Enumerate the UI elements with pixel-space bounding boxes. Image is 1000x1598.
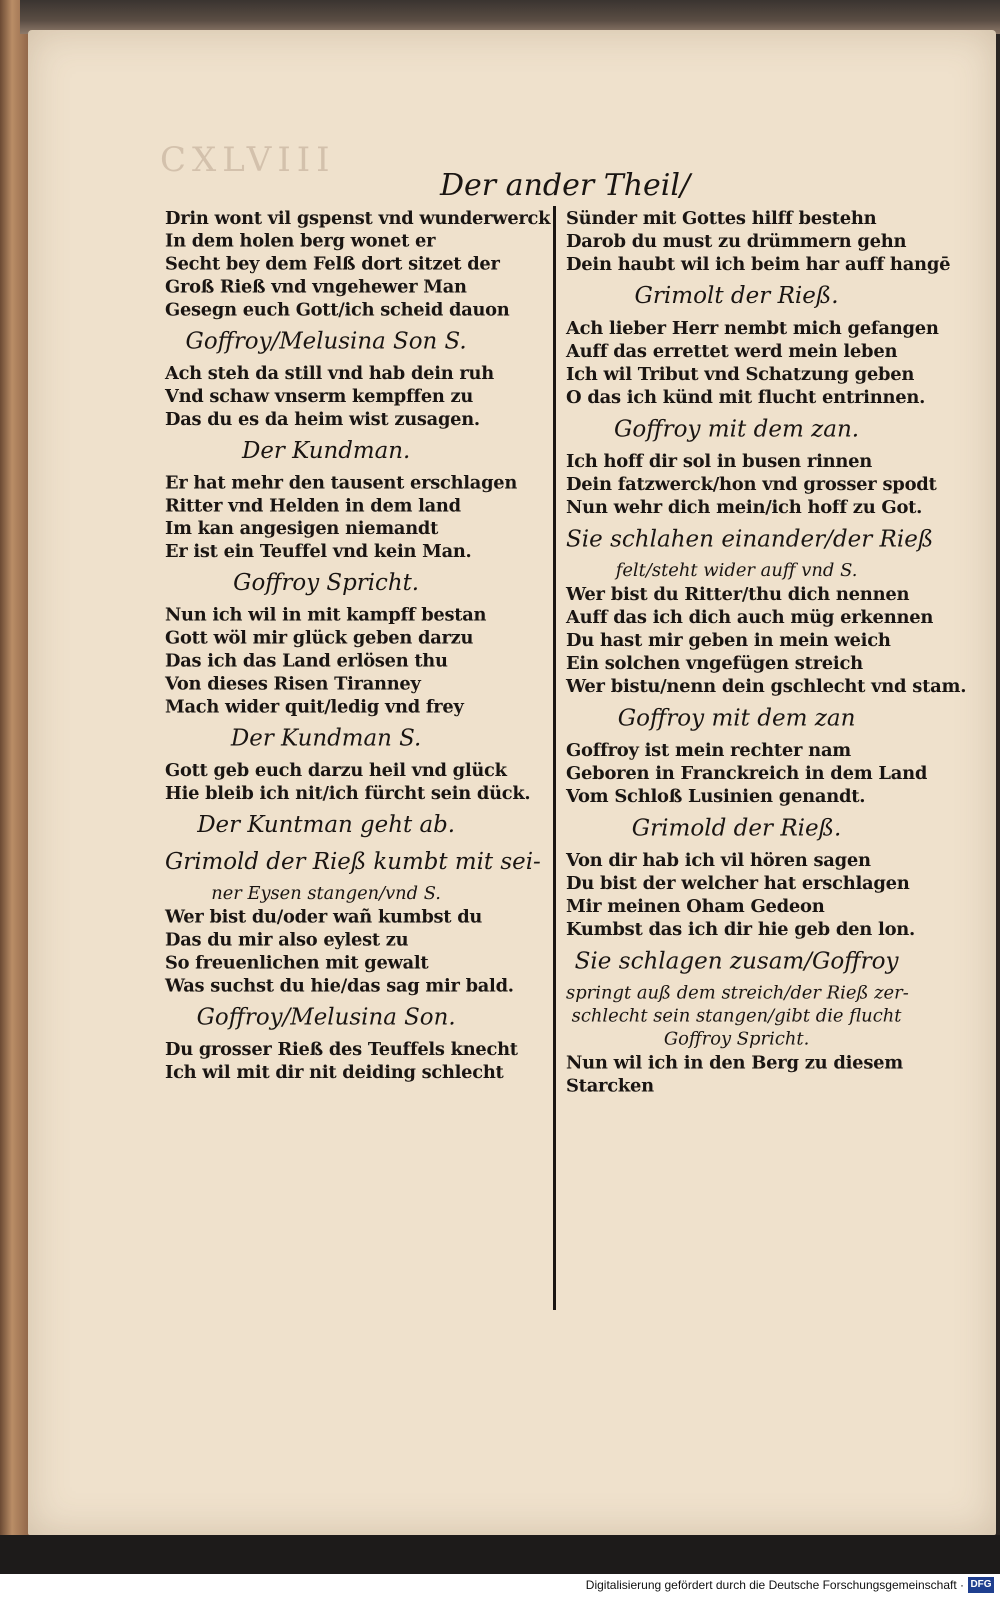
verse-line: Ein solchen vngefügen streich [566, 652, 863, 674]
verse-line: Auff das errettet werd mein leben [566, 339, 898, 362]
verse-line: Geboren in Franckreich in dem Land [566, 762, 928, 784]
verse-line: Dein haubt wil ich beim har auff hangē [566, 252, 951, 275]
speaker-heading: Grimold der Rieß. [631, 814, 842, 842]
verse-line: Das du mir also eylest zu [165, 928, 409, 950]
speaker-heading: Sie schlagen zusam/Goffroy [574, 948, 899, 975]
verse-line: Mach wider quit/ledig vnd frey [165, 695, 464, 717]
verse-line: Du grosser Rieß des Teuffels knecht [165, 1037, 518, 1060]
speaker-heading: Goffroy/Melusina Son S. [185, 328, 467, 355]
speaker-heading: Goffroy/Melusina Son. [196, 1003, 456, 1031]
verse-line: Das du es da heim wist zusagen. [165, 407, 480, 430]
verse-line: Sünder mit Gottes hilff bestehn [566, 206, 877, 229]
running-head: Der ander Theil/ [440, 168, 691, 203]
verse-line: Er hat mehr den tausent erschlagen [165, 471, 518, 493]
speaker-heading: Goffroy Spricht. [233, 569, 420, 597]
book-page-edges [0, 0, 30, 1540]
verse-line: Von dieses Risen Tiranney [165, 672, 421, 694]
verse-line: Du hast mir geben in mein weich [566, 629, 891, 651]
verse-line: Gott wöl mir glück geben darzu [165, 626, 474, 648]
verse-line: Nun wehr dich mein/ich hoff zu Got. [566, 495, 923, 518]
verse-line: Von dir hab ich vil hören sagen [566, 849, 871, 871]
verse-line: Groß Rieß vnd vngehewer Man [165, 275, 467, 297]
verse-line: Nun ich wil in mit kampff bestan [165, 603, 487, 625]
left-column [165, 206, 551, 1083]
verse-line: Nun wil ich in den Berg zu diesem [566, 1051, 903, 1073]
footer-credit: Digitalisierung gefördert durch die Deutsche Forschungsgemeinschaft · [585, 1578, 964, 1592]
verse-line: So freuenlichen mit gewalt [165, 951, 429, 973]
verse-line: Ritter vnd Helden in dem land [165, 494, 461, 516]
verse-line: Drin wont vil gspenst vnd wunderwerck [165, 206, 551, 229]
right-column [566, 206, 967, 1096]
speaker-heading: Goffroy mit dem zan [617, 704, 856, 732]
speaker-heading: Der Kuntman geht ab. [197, 811, 456, 838]
verse-line: Ich hoff dir sol in busen rinnen [566, 449, 873, 472]
speaker-heading: Der Kundman S. [230, 724, 422, 752]
verse-line: Secht bey dem Felß dort sitzet der [165, 252, 500, 274]
stage-direction-line: springt auß dem streich/der Rieß zer- [566, 982, 909, 1003]
verse-line: Wer bist du/oder wañ kumbst du [165, 905, 483, 927]
stage-direction-line: schlecht sein stangen/gibt die flucht [571, 1005, 902, 1026]
column-divider [553, 206, 556, 1310]
stage-direction-line: felt/steht wider auff vnd S. [615, 559, 858, 581]
page-top-edge [20, 0, 1000, 34]
verse-line: Darob du must zu drümmern gehn [566, 229, 907, 252]
verse-line: Mir meinen Oham Gedeon [566, 895, 825, 917]
verse-line: Ich wil Tribut vnd Schatzung geben [566, 362, 915, 385]
speaker-heading: Der Kundman. [241, 437, 411, 464]
verse-line: Wer bistu/nenn dein gschlecht vnd stam. [566, 675, 967, 697]
verse-line: Hie bleib ich nit/ich fürcht sein dück. [165, 781, 531, 804]
verse-line: Er ist ein Teuffel vnd kein Man. [165, 540, 472, 562]
verse-line: Starcken [566, 1074, 654, 1096]
verse-line: Goffroy ist mein rechter nam [566, 739, 851, 761]
speaker-heading: Grimold der Rieß kumbt mit sei- [165, 848, 541, 876]
verse-line: Im kan angesigen niemandt [165, 517, 439, 539]
verse-line: O das ich künd mit flucht entrinnen. [566, 385, 926, 408]
verse-line: Was suchst du hie/das sag mir bald. [165, 974, 514, 996]
verse-line: Ach lieber Herr nembt mich gefangen [566, 316, 939, 339]
verse-line: Wer bist du Ritter/thu dich nennen [566, 582, 910, 605]
speaker-heading: Sie schlahen einander/der Rieß [566, 525, 934, 553]
verse-line: In dem holen berg wonet er [165, 229, 436, 251]
speaker-heading: Goffroy mit dem zan. [614, 415, 860, 443]
stage-direction-line: Goffroy Spricht. [663, 1028, 810, 1049]
verse-line: Gesegn euch Gott/ich scheid dauon [165, 298, 510, 320]
verse-line: Gott geb euch darzu heil vnd glück [165, 758, 507, 781]
verse-line: Das ich das Land erlösen thu [165, 649, 448, 671]
verse-line: Du bist der welcher hat erschlagen [566, 872, 910, 894]
verse-line: Ach steh da still vnd hab dein ruh [165, 362, 494, 384]
stage-direction-line: ner Eysen stangen/vnd S. [211, 882, 441, 904]
verse-line: Ich wil mit dir nit deiding schlecht [165, 1060, 504, 1083]
dfg-logo: DFG [968, 1577, 994, 1593]
bleed-through-folio: CXLVIII [160, 140, 336, 180]
verse-line: Kumbst das ich dir hie geb den lon. [566, 918, 916, 940]
verse-line: Dein fatzwerck/hon vnd grosser spodt [566, 472, 937, 495]
verse-line: Vom Schloß Lusinien genandt. [566, 785, 866, 807]
verse-line: Vnd schaw vnserm kempffen zu [165, 384, 474, 407]
speaker-heading: Grimolt der Rieß. [634, 282, 839, 310]
verse-line: Auff das ich dich auch müg erkennen [566, 606, 934, 628]
